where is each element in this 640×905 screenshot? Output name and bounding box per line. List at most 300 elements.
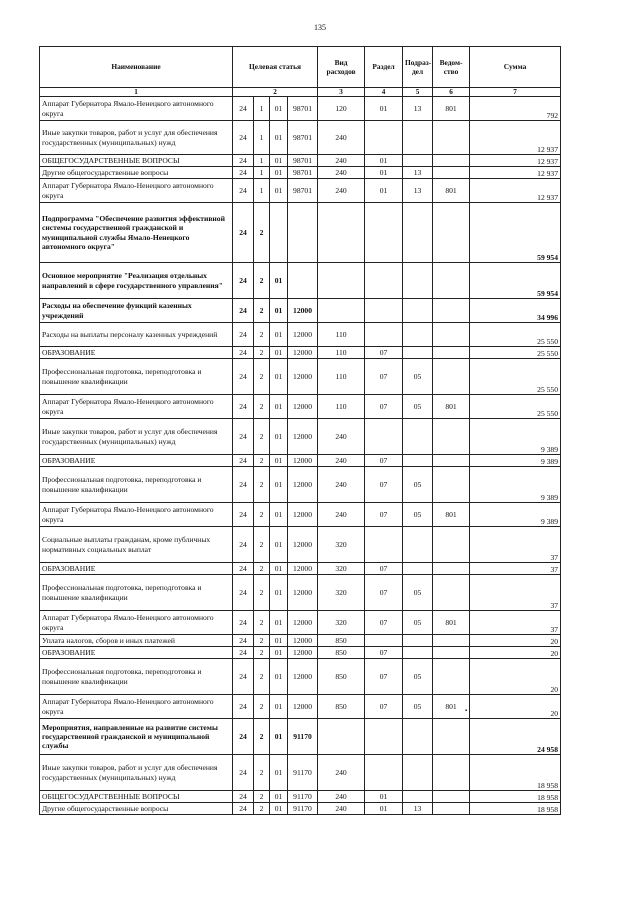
header-row — [40, 47, 561, 88]
row-name: Другие общегосударственные вопросы — [40, 167, 233, 179]
expense-kind — [318, 299, 365, 323]
target-code-subprogram: 2 — [254, 203, 270, 263]
sum-value: 9 389 — [470, 455, 561, 467]
expense-kind: 120 — [318, 97, 365, 121]
target-code-program: 24 — [233, 527, 254, 563]
target-code-measure: 01 — [270, 121, 288, 155]
target-code-program: 24 — [233, 695, 254, 719]
expense-kind: 240 — [318, 179, 365, 203]
department-code: 801 — [433, 179, 470, 203]
column-number: 1 — [40, 88, 233, 97]
subsection-code — [403, 347, 433, 359]
target-code-measure: 01 — [270, 323, 288, 347]
department-code: 801 — [433, 611, 470, 635]
expense-kind: 320 — [318, 527, 365, 563]
expense-kind: 850 — [318, 635, 365, 647]
department-code: 801 — [433, 695, 470, 719]
row-name: Аппарат Губернатора Ямало-Ненецкого автономного округа — [40, 97, 233, 121]
row-name: ОБРАЗОВАНИЕ — [40, 563, 233, 575]
row-name: Профессиональная подготовка, переподготовка и повышение квалификации — [40, 359, 233, 395]
target-code-subprogram: 2 — [254, 359, 270, 395]
sum-value: 37 — [470, 575, 561, 611]
target-code-direction: 98701 — [288, 121, 318, 155]
target-code-measure: 01 — [270, 263, 288, 299]
target-code-program: 24 — [233, 179, 254, 203]
subsection-code — [403, 647, 433, 659]
subsection-code: 13 — [403, 179, 433, 203]
table-row — [40, 359, 561, 395]
target-code-subprogram: 2 — [254, 263, 270, 299]
subsection-code: 13 — [403, 803, 433, 815]
section-code: 01 — [365, 791, 403, 803]
target-code-direction: 12000 — [288, 527, 318, 563]
department-code — [433, 563, 470, 575]
target-code-measure: 01 — [270, 611, 288, 635]
target-code-direction: 12000 — [288, 347, 318, 359]
sum-value: 25 550 — [470, 347, 561, 359]
department-code — [433, 635, 470, 647]
target-code-measure — [270, 203, 288, 263]
target-code-direction: 12000 — [288, 635, 318, 647]
target-code-subprogram: 2 — [254, 755, 270, 791]
department-code — [433, 203, 470, 263]
expense-kind: 110 — [318, 359, 365, 395]
department-code — [433, 347, 470, 359]
section-code: 07 — [365, 359, 403, 395]
target-code-subprogram: 2 — [254, 611, 270, 635]
target-code-subprogram: 1 — [254, 121, 270, 155]
row-name: Аппарат Губернатора Ямало-Ненецкого автономного округа — [40, 503, 233, 527]
department-code — [433, 263, 470, 299]
section-code: 07 — [365, 563, 403, 575]
target-code-program: 24 — [233, 719, 254, 755]
subsection-code: 13 — [403, 97, 433, 121]
table-row — [40, 791, 561, 803]
expense-kind: 240 — [318, 467, 365, 503]
section-code: 01 — [365, 803, 403, 815]
header-name: Наименование — [40, 47, 233, 88]
header-target: Целевая статья — [233, 47, 318, 88]
target-code-direction: 98701 — [288, 155, 318, 167]
department-code — [433, 659, 470, 695]
section-code — [365, 419, 403, 455]
target-code-measure: 01 — [270, 179, 288, 203]
target-code-direction: 12000 — [288, 563, 318, 575]
target-code-subprogram: 2 — [254, 323, 270, 347]
sum-value: 59 954 — [470, 203, 561, 263]
target-code-measure: 01 — [270, 647, 288, 659]
table-row — [40, 455, 561, 467]
expense-kind: 850 — [318, 695, 365, 719]
target-code-program: 24 — [233, 203, 254, 263]
table-row — [40, 155, 561, 167]
target-code-program: 24 — [233, 755, 254, 791]
table-row — [40, 299, 561, 323]
expense-kind: 110 — [318, 395, 365, 419]
sum-value: 12 937 — [470, 179, 561, 203]
row-name: ОБРАЗОВАНИЕ — [40, 647, 233, 659]
scan-mark: ▪ — [465, 708, 468, 714]
subsection-code: 05 — [403, 359, 433, 395]
expense-kind: 240 — [318, 503, 365, 527]
target-code-program: 24 — [233, 503, 254, 527]
target-code-subprogram: 2 — [254, 635, 270, 647]
department-code — [433, 755, 470, 791]
target-code-measure: 01 — [270, 299, 288, 323]
target-code-direction: 12000 — [288, 611, 318, 635]
column-number: 2 — [233, 88, 318, 97]
subsection-code — [403, 203, 433, 263]
target-code-program: 24 — [233, 611, 254, 635]
sum-value: 25 550 — [470, 359, 561, 395]
target-code-direction: 98701 — [288, 97, 318, 121]
department-code — [433, 467, 470, 503]
subsection-code — [403, 155, 433, 167]
section-code: 07 — [365, 695, 403, 719]
expense-kind: 240 — [318, 419, 365, 455]
target-code-measure: 01 — [270, 155, 288, 167]
table-row — [40, 659, 561, 695]
target-code-program: 24 — [233, 97, 254, 121]
section-code: 01 — [365, 167, 403, 179]
department-code — [433, 719, 470, 755]
row-name: Другие общегосударственные вопросы — [40, 803, 233, 815]
sum-value: 59 954 — [470, 263, 561, 299]
target-code-direction — [288, 263, 318, 299]
target-code-measure: 01 — [270, 395, 288, 419]
table-row — [40, 467, 561, 503]
table-row — [40, 503, 561, 527]
target-code-direction: 12000 — [288, 695, 318, 719]
target-code-subprogram: 2 — [254, 419, 270, 455]
expense-kind: 850 — [318, 647, 365, 659]
header-kind: Вид расходов — [318, 47, 365, 88]
department-code — [433, 323, 470, 347]
target-code-measure: 01 — [270, 755, 288, 791]
target-code-measure: 01 — [270, 167, 288, 179]
sum-value: 37 — [470, 611, 561, 635]
section-code: 01 — [365, 155, 403, 167]
target-code-program: 24 — [233, 419, 254, 455]
row-name: Уплата налогов, сборов и иных платежей — [40, 635, 233, 647]
department-code — [433, 419, 470, 455]
sum-value: 12 937 — [470, 167, 561, 179]
section-code: 07 — [365, 455, 403, 467]
target-code-program: 24 — [233, 359, 254, 395]
section-code: 01 — [365, 97, 403, 121]
department-code — [433, 455, 470, 467]
expense-kind — [318, 263, 365, 299]
target-code-subprogram: 2 — [254, 503, 270, 527]
section-code — [365, 635, 403, 647]
target-code-subprogram: 1 — [254, 155, 270, 167]
subsection-code: 05 — [403, 659, 433, 695]
row-name: Профессиональная подготовка, переподготовка и повышение квалификации — [40, 575, 233, 611]
table-row — [40, 719, 561, 755]
section-code — [365, 299, 403, 323]
section-code — [365, 263, 403, 299]
row-name: Иные закупки товаров, работ и услуг для обеспечения государственных (муниципальных) нужд — [40, 419, 233, 455]
row-name: Социальные выплаты гражданам, кроме публичных нормативных социальных выплат — [40, 527, 233, 563]
target-code-subprogram: 2 — [254, 647, 270, 659]
target-code-program: 24 — [233, 323, 254, 347]
table-row — [40, 167, 561, 179]
row-name: Аппарат Губернатора Ямало-Ненецкого автономного округа — [40, 395, 233, 419]
table-row — [40, 611, 561, 635]
department-code: 801 — [433, 503, 470, 527]
target-code-direction: 91170 — [288, 755, 318, 791]
expense-kind: 240 — [318, 155, 365, 167]
sum-value: 20 — [470, 635, 561, 647]
target-code-direction: 12000 — [288, 503, 318, 527]
column-number: 5 — [403, 88, 433, 97]
sum-value: 34 996 — [470, 299, 561, 323]
budget-table — [39, 46, 561, 815]
target-code-measure: 01 — [270, 503, 288, 527]
table-row — [40, 563, 561, 575]
section-code: 07 — [365, 647, 403, 659]
row-name: Основное мероприятие "Реализация отдельных направлений в сфере государственного управления" — [40, 263, 233, 299]
table-row — [40, 323, 561, 347]
target-code-direction: 12000 — [288, 299, 318, 323]
target-code-program: 24 — [233, 155, 254, 167]
sum-value: 12 937 — [470, 155, 561, 167]
target-code-direction: 91170 — [288, 719, 318, 755]
expense-kind: 240 — [318, 755, 365, 791]
section-code: 07 — [365, 611, 403, 635]
subsection-code — [403, 635, 433, 647]
expense-kind: 240 — [318, 803, 365, 815]
expense-kind: 110 — [318, 347, 365, 359]
target-code-subprogram: 2 — [254, 719, 270, 755]
table-row — [40, 803, 561, 815]
table-row — [40, 97, 561, 121]
target-code-subprogram: 2 — [254, 455, 270, 467]
target-code-direction: 12000 — [288, 395, 318, 419]
row-name: Расходы на выплаты персоналу казенных учреждений — [40, 323, 233, 347]
subsection-code — [403, 527, 433, 563]
target-code-program: 24 — [233, 395, 254, 419]
row-name: ОБЩЕГОСУДАРСТВЕННЫЕ ВОПРОСЫ — [40, 155, 233, 167]
target-code-measure: 01 — [270, 419, 288, 455]
sum-value: 25 550 — [470, 395, 561, 419]
department-code: 801 — [433, 395, 470, 419]
target-code-subprogram: 2 — [254, 299, 270, 323]
target-code-direction — [288, 203, 318, 263]
department-code — [433, 359, 470, 395]
column-number: 7 — [470, 88, 561, 97]
target-code-direction: 98701 — [288, 179, 318, 203]
target-code-direction: 12000 — [288, 647, 318, 659]
target-code-program: 24 — [233, 455, 254, 467]
section-code: 01 — [365, 179, 403, 203]
target-code-subprogram: 2 — [254, 659, 270, 695]
expense-kind: 240 — [318, 121, 365, 155]
target-code-program: 24 — [233, 347, 254, 359]
section-code: 07 — [365, 575, 403, 611]
section-code — [365, 203, 403, 263]
subsection-code — [403, 719, 433, 755]
table-row — [40, 755, 561, 791]
target-code-program: 24 — [233, 167, 254, 179]
department-code — [433, 167, 470, 179]
row-name: ОБЩЕГОСУДАРСТВЕННЫЕ ВОПРОСЫ — [40, 791, 233, 803]
department-code — [433, 647, 470, 659]
sum-value: 25 550 — [470, 323, 561, 347]
target-code-program: 24 — [233, 467, 254, 503]
row-name: Иные закупки товаров, работ и услуг для обеспечения государственных (муниципальных) нужд — [40, 121, 233, 155]
sum-value: 9 389 — [470, 503, 561, 527]
subsection-code: 05 — [403, 695, 433, 719]
sum-value: 37 — [470, 563, 561, 575]
expense-kind: 320 — [318, 611, 365, 635]
header-section: Раздел — [365, 47, 403, 88]
target-code-direction: 91170 — [288, 791, 318, 803]
subsection-code — [403, 455, 433, 467]
subsection-code: 05 — [403, 503, 433, 527]
section-code — [365, 719, 403, 755]
expense-kind: 850 — [318, 659, 365, 695]
subsection-code — [403, 755, 433, 791]
subsection-code: 05 — [403, 575, 433, 611]
department-code — [433, 527, 470, 563]
sum-value: 18 958 — [470, 755, 561, 791]
target-code-measure: 01 — [270, 97, 288, 121]
header-sum: Сумма — [470, 47, 561, 88]
target-code-program: 24 — [233, 635, 254, 647]
row-name: Мероприятия, направленные на развитие системы государственной гражданской и муниципальной службы — [40, 719, 233, 755]
column-number: 6 — [433, 88, 470, 97]
target-code-program: 24 — [233, 121, 254, 155]
department-code — [433, 155, 470, 167]
section-code — [365, 121, 403, 155]
target-code-subprogram: 1 — [254, 97, 270, 121]
department-code — [433, 791, 470, 803]
target-code-program: 24 — [233, 563, 254, 575]
section-code: 07 — [365, 503, 403, 527]
department-code: 801 — [433, 97, 470, 121]
target-code-direction: 91170 — [288, 803, 318, 815]
target-code-program: 24 — [233, 803, 254, 815]
target-code-direction: 12000 — [288, 575, 318, 611]
expense-kind: 320 — [318, 563, 365, 575]
sum-value: 18 958 — [470, 803, 561, 815]
target-code-program: 24 — [233, 575, 254, 611]
table-row — [40, 635, 561, 647]
target-code-program: 24 — [233, 791, 254, 803]
target-code-measure: 01 — [270, 455, 288, 467]
expense-kind — [318, 719, 365, 755]
subsection-code: 13 — [403, 167, 433, 179]
target-code-direction: 12000 — [288, 359, 318, 395]
expense-kind: 240 — [318, 455, 365, 467]
target-code-measure: 01 — [270, 575, 288, 611]
expense-kind: 240 — [318, 791, 365, 803]
subsection-code — [403, 419, 433, 455]
header-department: Ведом-ство — [433, 47, 470, 88]
row-name: Аппарат Губернатора Ямало-Ненецкого автономного округа — [40, 695, 233, 719]
target-code-measure: 01 — [270, 659, 288, 695]
target-code-measure: 01 — [270, 695, 288, 719]
table-row — [40, 203, 561, 263]
target-code-direction: 12000 — [288, 455, 318, 467]
target-code-subprogram: 2 — [254, 395, 270, 419]
table-row — [40, 647, 561, 659]
target-code-subprogram: 2 — [254, 527, 270, 563]
department-code — [433, 575, 470, 611]
department-code — [433, 299, 470, 323]
subsection-code — [403, 563, 433, 575]
sum-value: 20 — [470, 659, 561, 695]
table-row — [40, 121, 561, 155]
table-row — [40, 527, 561, 563]
target-code-direction: 12000 — [288, 467, 318, 503]
expense-kind: 240 — [318, 167, 365, 179]
department-code — [433, 803, 470, 815]
target-code-subprogram: 1 — [254, 167, 270, 179]
section-code: 07 — [365, 659, 403, 695]
target-code-program: 24 — [233, 263, 254, 299]
row-name: Подпрограмма "Обеспечение развития эффективной системы государственной гражданской и муниципальной службы Ямало-Ненецкого автономного округа" — [40, 203, 233, 263]
target-code-subprogram: 2 — [254, 575, 270, 611]
target-code-subprogram: 1 — [254, 179, 270, 203]
subsection-code — [403, 791, 433, 803]
target-code-measure: 01 — [270, 359, 288, 395]
target-code-measure: 01 — [270, 347, 288, 359]
subsection-code — [403, 299, 433, 323]
sum-value: 18 958 — [470, 791, 561, 803]
section-code: 07 — [365, 467, 403, 503]
target-code-subprogram: 2 — [254, 347, 270, 359]
sum-value: 9 389 — [470, 419, 561, 455]
sum-value: 20 — [470, 695, 561, 719]
column-number-row — [40, 88, 561, 97]
row-name: Аппарат Губернатора Ямало-Ненецкого автономного округа — [40, 179, 233, 203]
target-code-measure: 01 — [270, 635, 288, 647]
expense-kind: 110 — [318, 323, 365, 347]
table-row — [40, 263, 561, 299]
sum-value: 20 — [470, 647, 561, 659]
target-code-subprogram: 2 — [254, 563, 270, 575]
section-code — [365, 527, 403, 563]
row-name: ОБРАЗОВАНИЕ — [40, 455, 233, 467]
target-code-measure: 01 — [270, 563, 288, 575]
target-code-program: 24 — [233, 647, 254, 659]
expense-kind — [318, 203, 365, 263]
target-code-direction: 98701 — [288, 167, 318, 179]
sum-value: 24 958 — [470, 719, 561, 755]
target-code-program: 24 — [233, 659, 254, 695]
target-code-measure: 01 — [270, 527, 288, 563]
department-code — [433, 121, 470, 155]
sum-value: 37 — [470, 527, 561, 563]
target-code-subprogram: 2 — [254, 467, 270, 503]
page-number: 135 — [314, 23, 326, 32]
target-code-measure: 01 — [270, 791, 288, 803]
target-code-subprogram: 2 — [254, 695, 270, 719]
sum-value: 12 937 — [470, 121, 561, 155]
subsection-code — [403, 121, 433, 155]
subsection-code: 05 — [403, 611, 433, 635]
row-name: ОБРАЗОВАНИЕ — [40, 347, 233, 359]
table-row — [40, 347, 561, 359]
section-code: 07 — [365, 347, 403, 359]
row-name: Иные закупки товаров, работ и услуг для обеспечения государственных (муниципальных) нужд — [40, 755, 233, 791]
target-code-direction: 12000 — [288, 659, 318, 695]
subsection-code — [403, 323, 433, 347]
table-row — [40, 419, 561, 455]
subsection-code: 05 — [403, 467, 433, 503]
